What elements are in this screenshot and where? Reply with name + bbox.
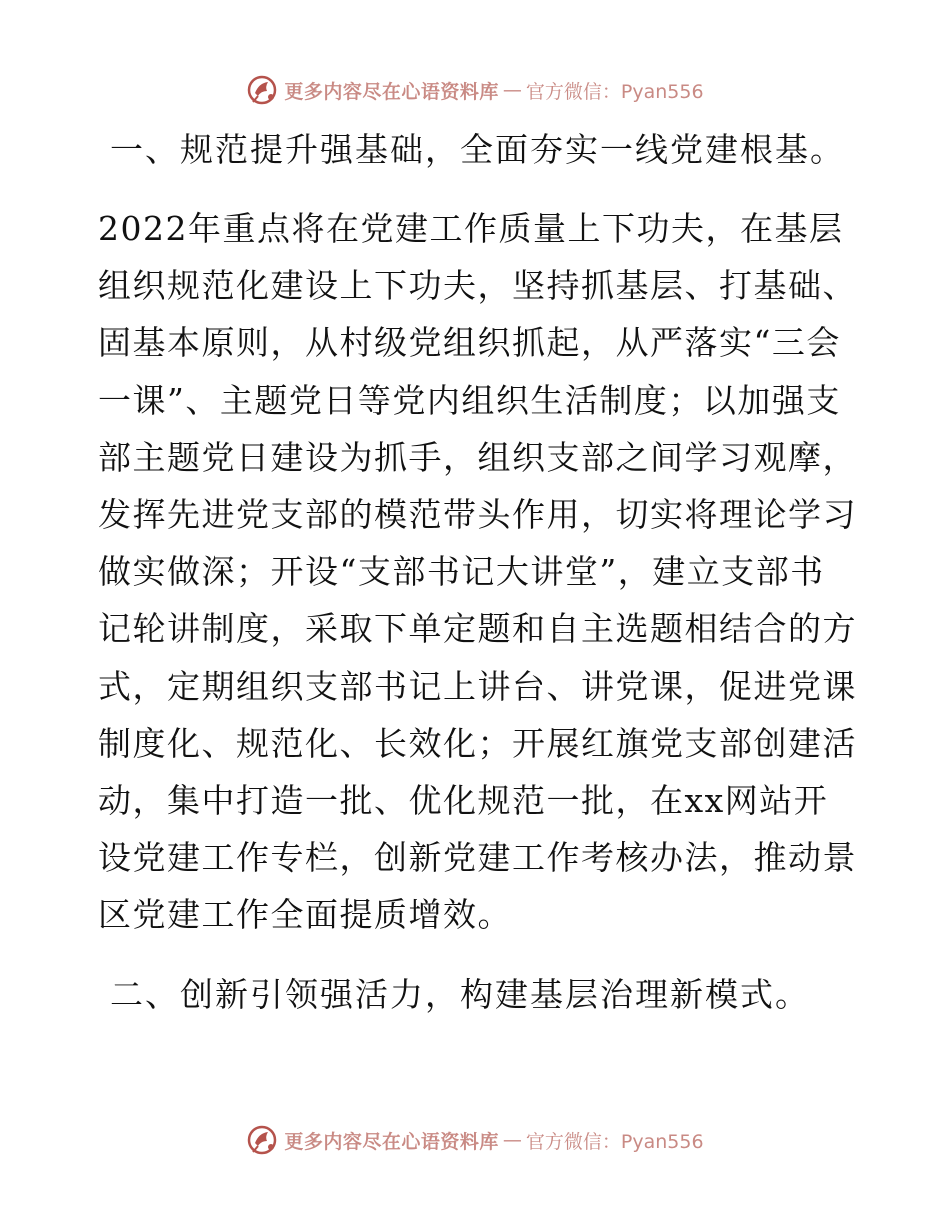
watermark-contact: 官方微信：Pyan556 <box>525 80 704 103</box>
watermark-separator: — <box>502 79 522 101</box>
paragraph-line: 2022年重点将在党建工作质量上下功夫，在基层 <box>98 209 844 248</box>
watermark-brand: 更多内容尽在心语资料库 <box>284 1130 499 1153</box>
pen-heart-logo-icon <box>246 73 280 107</box>
watermark-contact: 官方微信：Pyan556 <box>525 1130 704 1153</box>
section-heading-2: 二、创新引领强活力，构建基层治理新模式。 <box>110 975 810 1014</box>
pen-heart-logo-icon <box>246 1123 280 1157</box>
paragraph-line: 发挥先进党支部的模范带头作用，切实将理论学习 <box>98 494 857 534</box>
paragraph-line: 组织规范化建设上下功夫，坚持抓基层、打基础、 <box>98 266 857 306</box>
paragraph-line: 区党建工作全面提质增效。 <box>98 895 512 935</box>
paragraph-line: 做实做深；开设“支部书记大讲堂”，建立支部书 <box>98 552 825 592</box>
paragraph-1 <box>98 200 857 943</box>
watermark-brand: 更多内容尽在心语资料库 <box>284 80 499 103</box>
paragraph-line: 固基本原则，从村级党组织抓起，从严落实“三会 <box>98 323 841 363</box>
paragraph-line: 一课”、主题党日等党内组织生活制度；以加强支 <box>98 380 841 420</box>
paragraph-line: 制度化、规范化、长效化；开展红旗党支部创建活 <box>98 723 857 763</box>
paragraph-line: 动，集中打造一批、优化规范一批，在xx网站开 <box>98 780 829 820</box>
watermark-separator: — <box>502 1129 522 1151</box>
paragraph-line: 记轮讲制度，采取下单定题和自主选题相结合的方 <box>98 609 857 649</box>
paragraph-line: 部主题党日建设为抓手，组织支部之间学习观摩， <box>98 437 857 477</box>
section-heading-1: 一、规范提升强基础，全面夯实一线党建根基。 <box>110 130 845 169</box>
watermark-footer <box>0 1122 950 1158</box>
paragraph-line: 设党建工作专栏，创新党建工作考核办法，推动景 <box>98 838 857 878</box>
paragraph-line: 式，定期组织支部书记上讲台、讲党课，促进党课 <box>98 666 857 706</box>
watermark-header <box>0 72 950 108</box>
